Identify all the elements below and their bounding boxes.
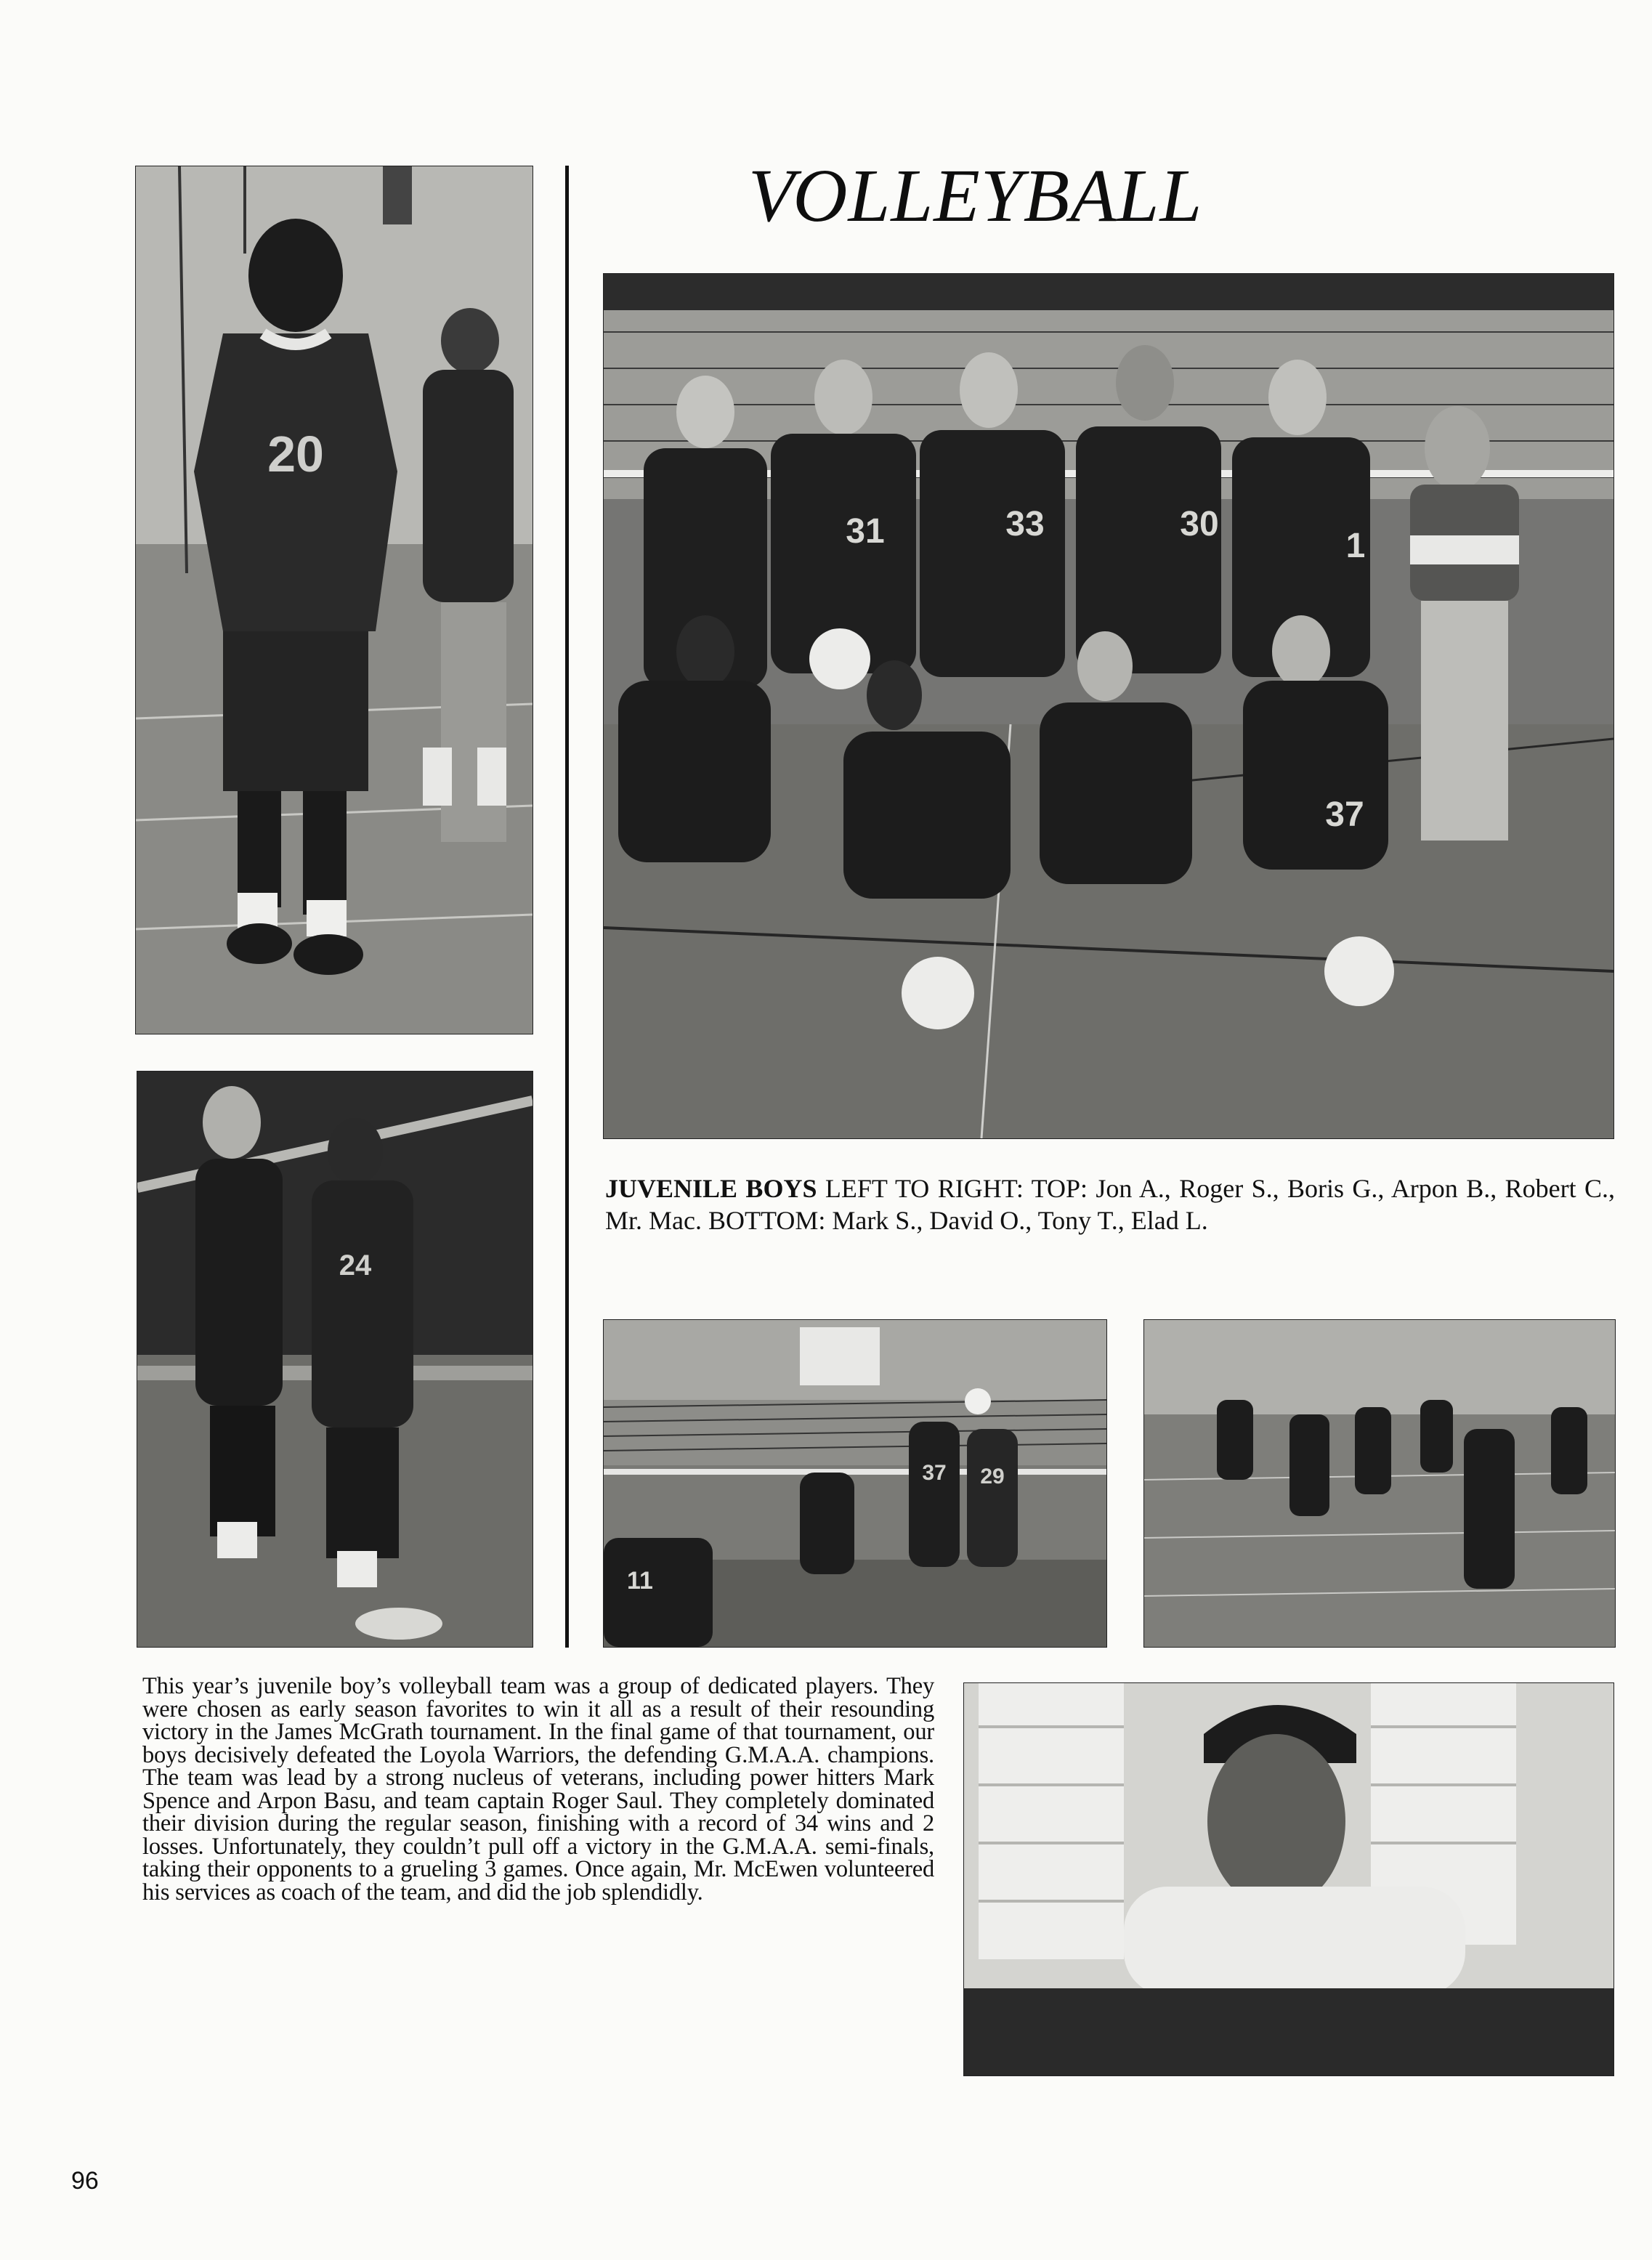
jersey-number: 30 [1180, 505, 1219, 543]
photo-block-at-net [603, 1319, 1107, 1648]
vertical-divider [565, 166, 569, 1648]
jersey-number: 20 [267, 426, 324, 482]
jersey-number: 29 [980, 1465, 1005, 1489]
page-title: VOLLEYBALL [748, 154, 1203, 238]
jersey-number: 37 [1325, 795, 1364, 834]
caption-names: LEFT TO RIGHT: TOP: Jon A., Roger S., Boris G., Arpon B., Robert C., Mr. Mac. BOTTOM: Mark S., David O., Tony T., Elad L. [605, 1174, 1615, 1235]
story-text: This year’s juvenile boy’s volleyball team was a group of dedicated players. They were chosen as early season favorites to win it all as a result of their resounding victory in the James McGrath tournament. In the final game of that tournament, our boys decisively defeated the Loyola Warriors, the defending G.M.A.A. champions. The team was lead by a strong nucleus of veterans, including power hitters Mark Spence and Arpon Basu, and team captain Roger Saul. They completely dominated their division during the regular season, finishing with a record of 34 wins and 2 losses. Unfortunately, they couldn’t pull off a victory in the G.M.A.A. semi-finals, taking their opponents to a grueling 3 games. Once again, Mr. McEwen volunteered his services as coach of the team, and did the job splendidly. [142, 1673, 934, 1905]
photo-player-20 [135, 166, 533, 1034]
photo-carrying-pole [137, 1071, 533, 1648]
photo-team [603, 273, 1614, 1139]
team-photo-caption [605, 1172, 1615, 1236]
caption-team: JUVENILE BOYS [605, 1174, 817, 1203]
page-number: 96 [71, 2167, 99, 2195]
jersey-number: 24 [339, 1250, 372, 1281]
jersey-number: 31 [846, 512, 885, 551]
jersey-number: 1 [1345, 527, 1366, 565]
photo-portrait [963, 1682, 1614, 2076]
jersey-number: 37 [922, 1461, 947, 1485]
photo-practice-drill [1143, 1319, 1616, 1648]
jersey-number: 33 [1005, 505, 1045, 543]
jersey-number: 11 [627, 1567, 653, 1595]
